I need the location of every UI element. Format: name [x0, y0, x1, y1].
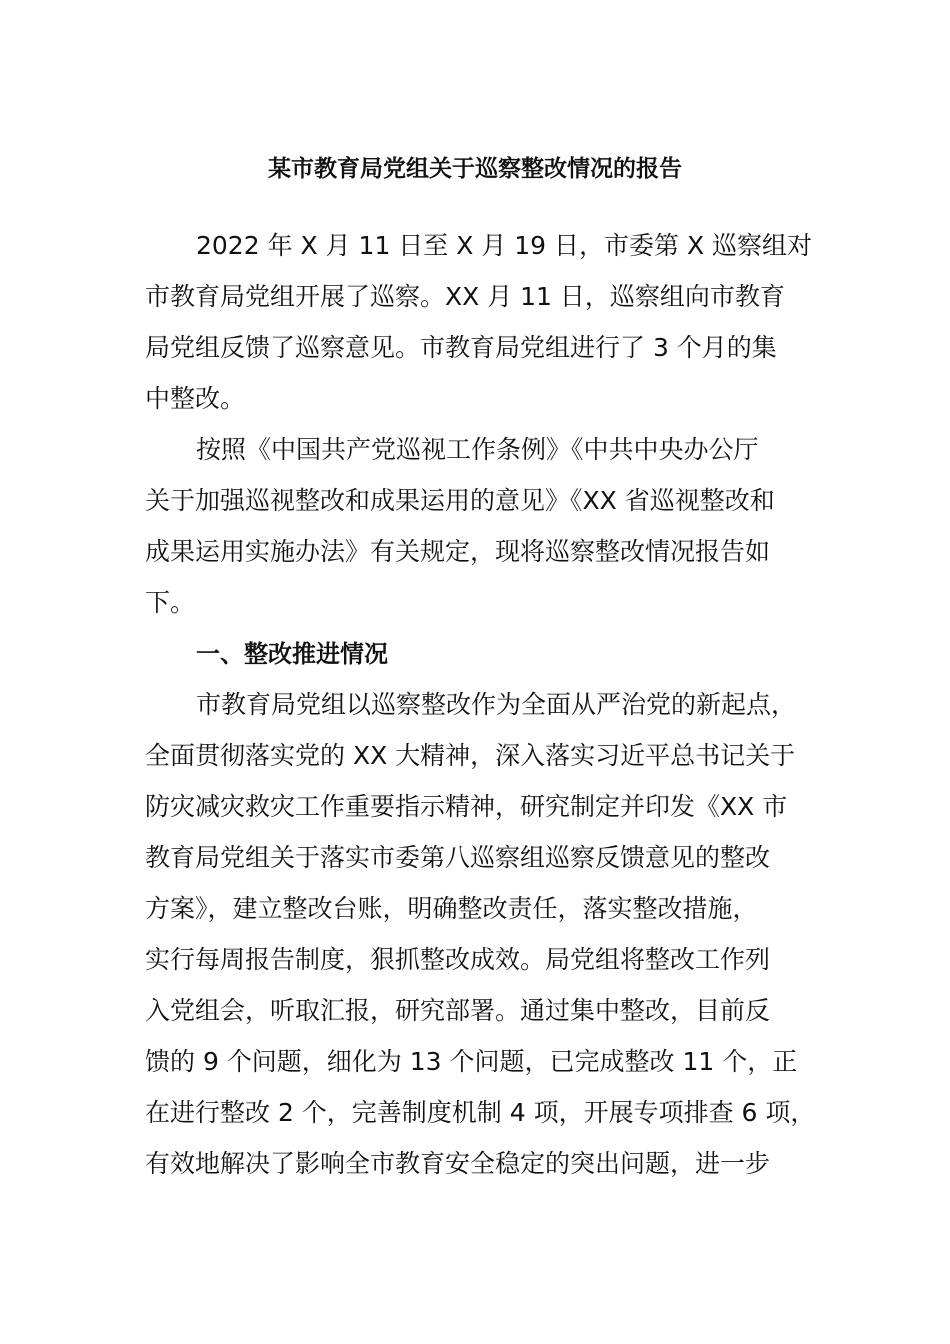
- paragraph-line: 成果运用实施办法》有关规定，现将巡察整改情况报告如: [145, 537, 771, 566]
- paragraph-line: 按照《中国共产党巡视工作条例》《中共中央办公厅: [196, 435, 759, 464]
- paragraph-line: 市教育局党组以巡察整改作为全面从严治党的新起点，: [196, 690, 797, 719]
- paragraph-line: 下。: [145, 588, 196, 617]
- document-title: 某市教育局党组关于巡察整改情况的报告: [268, 156, 682, 182]
- paragraph-line: 局党组反馈了巡察意见。市教育局党组进行了 3 个月的集: [145, 333, 777, 362]
- paragraph-line: 有效地解决了影响全市教育安全稳定的突出问题，进一步: [145, 1149, 771, 1178]
- paragraph-line: 教育局党组关于落实市委第八巡察组巡察反馈意见的整改: [145, 843, 771, 872]
- paragraph-line: 防灾减灾救灾工作重要指示精神，研究制定并印发《XX 市: [145, 792, 788, 821]
- paragraph-line: 全面贯彻落实党的 XX 大精神，深入落实习近平总书记关于: [145, 741, 796, 770]
- section-heading: 一、整改推进情况: [196, 640, 388, 668]
- paragraph-line: 馈的 9 个问题，细化为 13 个问题，已完成整改 11 个，正: [145, 1047, 798, 1076]
- paragraph-line: 关于加强巡视整改和成果运用的意见》《XX 省巡视整改和: [145, 486, 775, 515]
- paragraph-line: 2022 年 X 月 11 日至 X 月 19 日，市委第 X 巡察组对: [196, 231, 813, 260]
- paragraph-line: 市教育局党组开展了巡察。XX 月 11 日，巡察组向市教育: [145, 282, 785, 311]
- paragraph-line: 中整改。: [145, 384, 246, 413]
- paragraph-line: 在进行整改 2 个，完善制度机制 4 项，开展专项排查 6 项，: [145, 1098, 816, 1127]
- paragraph-line: 入党组会，听取汇报，研究部署。通过集中整改，目前反: [145, 996, 771, 1025]
- paragraph-line: 方案》，建立整改台账，明确整改责任，落实整改措施，: [145, 894, 758, 923]
- paragraph-line: 实行每周报告制度，狠抓整改成效。局党组将整改工作列: [145, 945, 771, 974]
